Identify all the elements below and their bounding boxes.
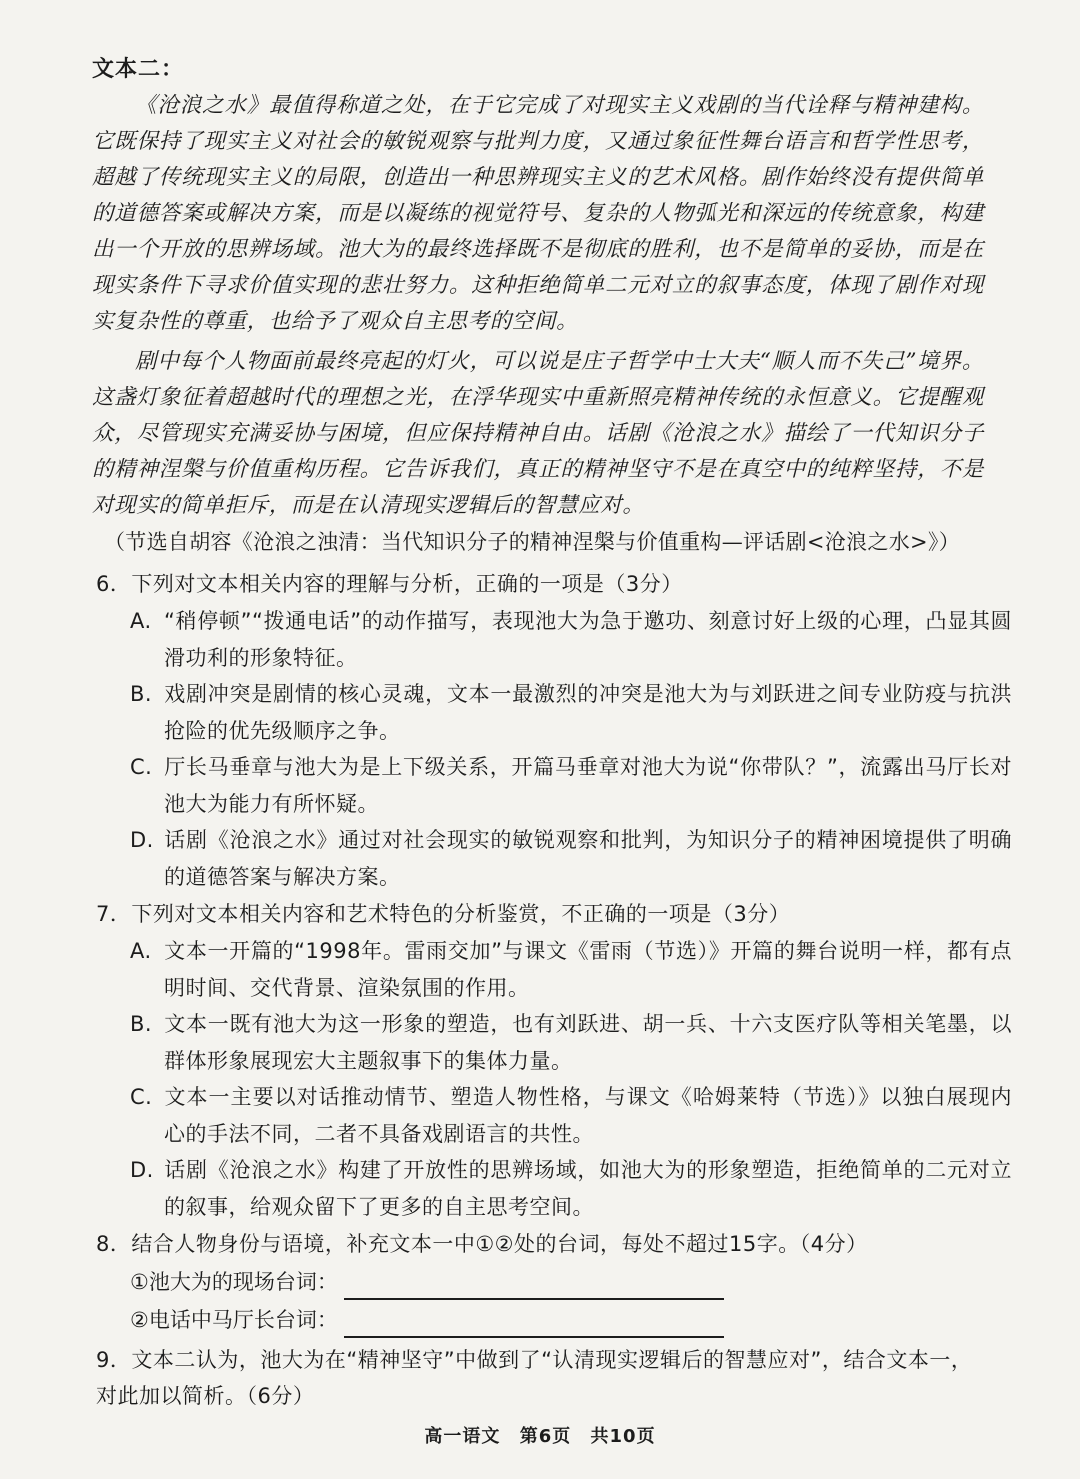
option-text: 话剧《沧浪之水》构建了开放性的思辨场域，如池大为的形象塑造，拒绝简单的二元对立的叙事，给观众留下了更多的自主思考空间。 [164, 1158, 1012, 1219]
option-letter: B. [130, 1012, 153, 1036]
question-6-option-d [130, 822, 1012, 896]
blank-1-label: ①池大为的现场台词： [130, 1270, 338, 1294]
footer-total: 共10页 [590, 1426, 656, 1447]
question-6-stem: 6．下列对文本相关内容的理解与分析，正确的一项是（3分） [96, 572, 683, 596]
option-text: 厅长马垂章与池大为是上下级关系，开篇马垂章对池大为说“你带队？”，流露出马厅长对池大为能力有所怀疑。 [164, 755, 1012, 816]
blank-2-label: ②电话中马厅长台词： [130, 1308, 338, 1332]
option-text: “稍停顿”“拨通电话”的动作描写，表现池大为急于邀功、刻意讨好上级的心理，凸显其圆滑功利的形象特征。 [164, 609, 1012, 670]
question-6-option-c [130, 749, 1012, 823]
question-7-option-d [130, 1152, 1012, 1226]
answer-blank-2 [130, 1302, 724, 1338]
option-letter: A. [130, 609, 152, 633]
option-text: 文本一主要以对话推动情节、塑造人物性格，与课文《哈姆莱特（节选）》以独白展现内心的手法不同，二者不具备戏剧语言的共性。 [164, 1085, 1012, 1146]
option-letter: D. [130, 828, 154, 852]
option-letter: C. [130, 755, 153, 779]
answer-blank-1 [130, 1264, 724, 1300]
paragraph-2: 剧中每个人物面前最终亮起的灯火，可以说是庄子哲学中士大夫“顺人而不失己”境界。这盏灯象征着超越时代的理想之光，在浮华现实中重新照亮精神传统的永恒意义。它提醒观众，尽管现实充满妥协与困境，但应保持精神自由。话剧《沧浪之水》描绘了一代知识分子的精神涅槃与价值重构历程。它告诉我们，真正的精神坚守不是在真空中的纯粹坚持，不是对现实的简单拒斥，而是在认清现实逻辑后的智慧应对。 [92, 349, 984, 518]
question-6-option-a [130, 603, 1012, 677]
source-citation: （节选自胡容《沧浪之浊清：当代知识分子的精神涅槃与价值重构—评话剧<沧浪之水>》） [104, 530, 960, 554]
footer-page: 第6页 [519, 1426, 572, 1447]
option-text: 文本一开篇的“1998年。雷雨交加”与课文《雷雨（节选）》开篇的舞台说明一样，都有点明时间、交代背景、渲染氛围的作用。 [164, 939, 1012, 1000]
blank-2-line[interactable] [344, 1310, 724, 1338]
blank-1-line[interactable] [344, 1272, 724, 1300]
footer-subject: 高一语文 [424, 1426, 501, 1447]
question-7-stem: 7．下列对文本相关内容和艺术特色的分析鉴赏，不正确的一项是（3分） [96, 902, 791, 926]
paragraph-1: 《沧浪之水》最值得称道之处，在于它完成了对现实主义戏剧的当代诠释与精神建构。它既保持了现实主义对社会的敏锐观察与批判力度，又通过象征性舞台语言和哲学性思考，超越了传统现实主义的局限，创造出一种思辨现实主义的艺术风格。剧作始终没有提供简单的道德答案或解决方案，而是以凝练的视觉符号、复杂的人物弧光和深远的传统意象，构建出一个开放的思辨场域。池大为的最终选择既不是彻底的胜利，也不是简单的妥协，而是在现实条件下寻求价值实现的悲壮努力。这种拒绝简单二元对立的叙事态度，体现了剧作对现实复杂性的尊重，也给予了观众自主思考的空间。 [92, 93, 984, 334]
question-8-stem: 8．结合人物身份与语境，补充文本一中①②处的台词，每处不超过15字。（4分） [96, 1232, 868, 1256]
option-text: 话剧《沧浪之水》通过对社会现实的敏锐观察和批判，为知识分子的精神困境提供了明确的道德答案与解决方案。 [164, 828, 1012, 889]
option-letter: C. [130, 1085, 153, 1109]
question-7-option-a [130, 933, 1012, 1007]
option-text: 文本一既有池大为这一形象的塑造，也有刘跃进、胡一兵、十六支医疗队等相关笔墨，以群体形象展现宏大主题叙事下的集体力量。 [164, 1012, 1012, 1073]
question-6-option-b [130, 676, 1012, 750]
question-9-stem: 9．文本二认为，池大为在“精神坚守”中做到了“认清现实逻辑后的智慧应对”，结合文本一，对此加以简析。（6分） [96, 1348, 973, 1408]
question-7-option-b [130, 1006, 1012, 1080]
section-title: 文本二： [92, 57, 185, 82]
option-letter: D. [130, 1158, 154, 1182]
option-letter: A. [130, 939, 152, 963]
page-footer [0, 1422, 1080, 1448]
option-text: 戏剧冲突是剧情的核心灵魂，文本一最激烈的冲突是池大为与刘跃进之间专业防疫与抗洪抢险的优先级顺序之争。 [164, 682, 1012, 743]
option-letter: B. [130, 682, 153, 706]
question-7-option-c [130, 1079, 1012, 1153]
